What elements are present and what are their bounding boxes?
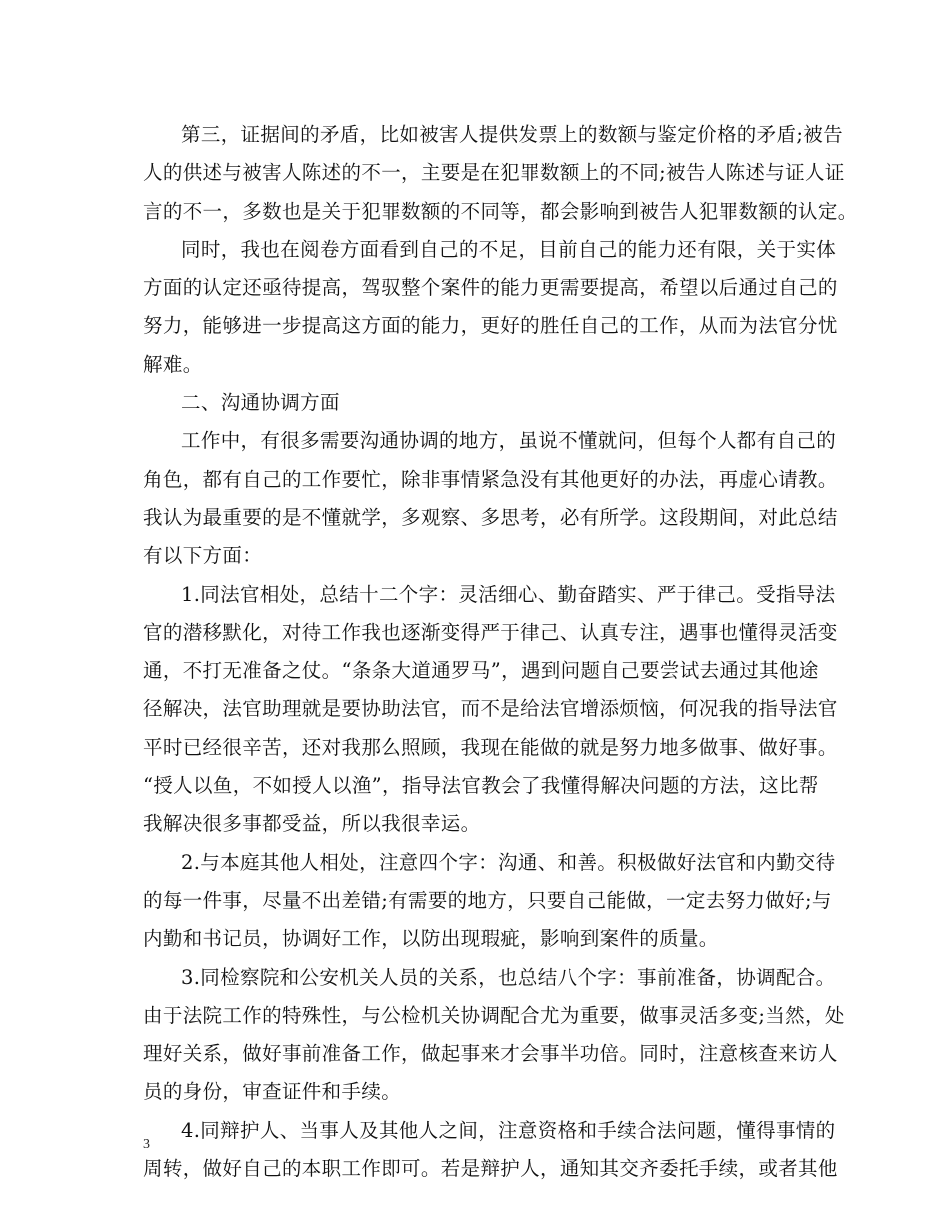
paragraph-shortcomings — [143, 231, 838, 384]
text-line: 工作中，有很多需要沟通协调的地方，虽说不懂就问，但每个人都有自己的 — [181, 429, 837, 453]
text-line: 1.同法官相处，总结十二个字：灵活细心、勤奋踏实、严于律己。受指导法 — [181, 582, 836, 606]
text-line: 有以下方面： — [143, 544, 263, 568]
paragraph-item-1-judges — [143, 576, 838, 844]
text-line: 的每一件事，尽量不出差错;有需要的地方，只要自己能做，一定去努力做好;与 — [143, 888, 832, 912]
text-line: 人的供述与被害人陈述的不一，主要是在犯罪数额上的不同;被告人陈述与证人证 — [143, 161, 845, 185]
text-line: 官的潜移默化，对待工作我也逐渐变得严于律己、认真专注，遇事也懂得灵活变 — [143, 620, 838, 644]
text-line: 言的不一，多数也是关于犯罪数额的不同等，都会影响到被告人犯罪数额的认定。 — [143, 199, 858, 223]
text-line: 方面的认定还亟待提高，驾驭整个案件的能力更需要提高，希望以后通过自己的 — [143, 276, 838, 300]
text-line: 4.同辩护人、当事人及其他人之间，注意资格和手续合法问题，懂得事情的 — [181, 1118, 836, 1142]
text-line: “授人以鱼，不如授人以渔”，指导法官教会了我懂得解决问题的方法，这比帮 — [143, 774, 819, 798]
text-line: 我解决很多事都受益，所以我很幸运。 — [143, 812, 481, 836]
text-line: 努力，能够进一步提高这方面的能力，更好的胜任自己的工作，从而为法官分忧 — [143, 314, 838, 338]
section-heading: 二、沟通协调方面 — [181, 391, 340, 415]
paragraph-item-2-colleagues — [143, 844, 836, 959]
page-number: 3 — [143, 1137, 150, 1152]
text-line: 通，不打无准备之仗。“条条大道通罗马”，遇到问题自己要尝试去通过其他途 — [143, 659, 819, 683]
text-line: 解难。 — [143, 352, 203, 376]
section-heading-communication — [143, 384, 811, 422]
paragraph-communication-intro — [143, 422, 838, 575]
paragraph-item-4-defenders — [143, 1112, 838, 1189]
text-line: 平时已经很辛苦，还对我那么照顾，我现在能做的就是努力地多做事、做好事。 — [143, 735, 838, 759]
text-line: 周转，做好自己的本职工作即可。若是辩护人，通知其交齐委托手续，或者其他 — [143, 1157, 838, 1181]
text-line: 员的身份，审查证件和手续。 — [143, 1080, 402, 1104]
text-line: 由于法院工作的特殊性，与公检机关协调配合尤为重要，做事灵活多变;当然，处 — [143, 1003, 845, 1027]
body-text — [143, 116, 858, 1188]
paragraph-item-3-procuratorate — [143, 959, 845, 1112]
text-line: 同时，我也在阅卷方面看到自己的不足，目前自己的能力还有限，关于实体 — [181, 237, 837, 261]
text-line: 第三，证据间的矛盾，比如被害人提供发票上的数额与鉴定价格的矛盾;被告 — [181, 123, 843, 146]
paragraph-evidence-contradictions — [143, 116, 858, 231]
text-line: 3.同检察院和公安机关人员的关系，也总结八个字：事前准备，协调配合。 — [181, 965, 836, 989]
text-line: 理好关系，做好事前准备工作，做起事来才会事半功倍。同时，注意核查来访人 — [143, 1042, 838, 1066]
text-line: 角色，都有自己的工作要忙，除非事情紧急没有其他更好的办法，再虚心请教。 — [143, 467, 838, 491]
text-line: 径解决，法官助理就是要协助法官，而不是给法官增添烦恼，何况我的指导法官 — [143, 697, 838, 721]
text-line: 内勤和书记员，协调好工作，以防出现瑕疵，影响到案件的质量。 — [143, 927, 719, 951]
text-line: 2.与本庭其他人相处，注意四个字：沟通、和善。积极做好法官和内勤交待 — [181, 850, 836, 874]
text-line: 我认为最重要的是不懂就学，多观察、多思考，必有所学。这段期间，对此总结 — [143, 505, 838, 529]
